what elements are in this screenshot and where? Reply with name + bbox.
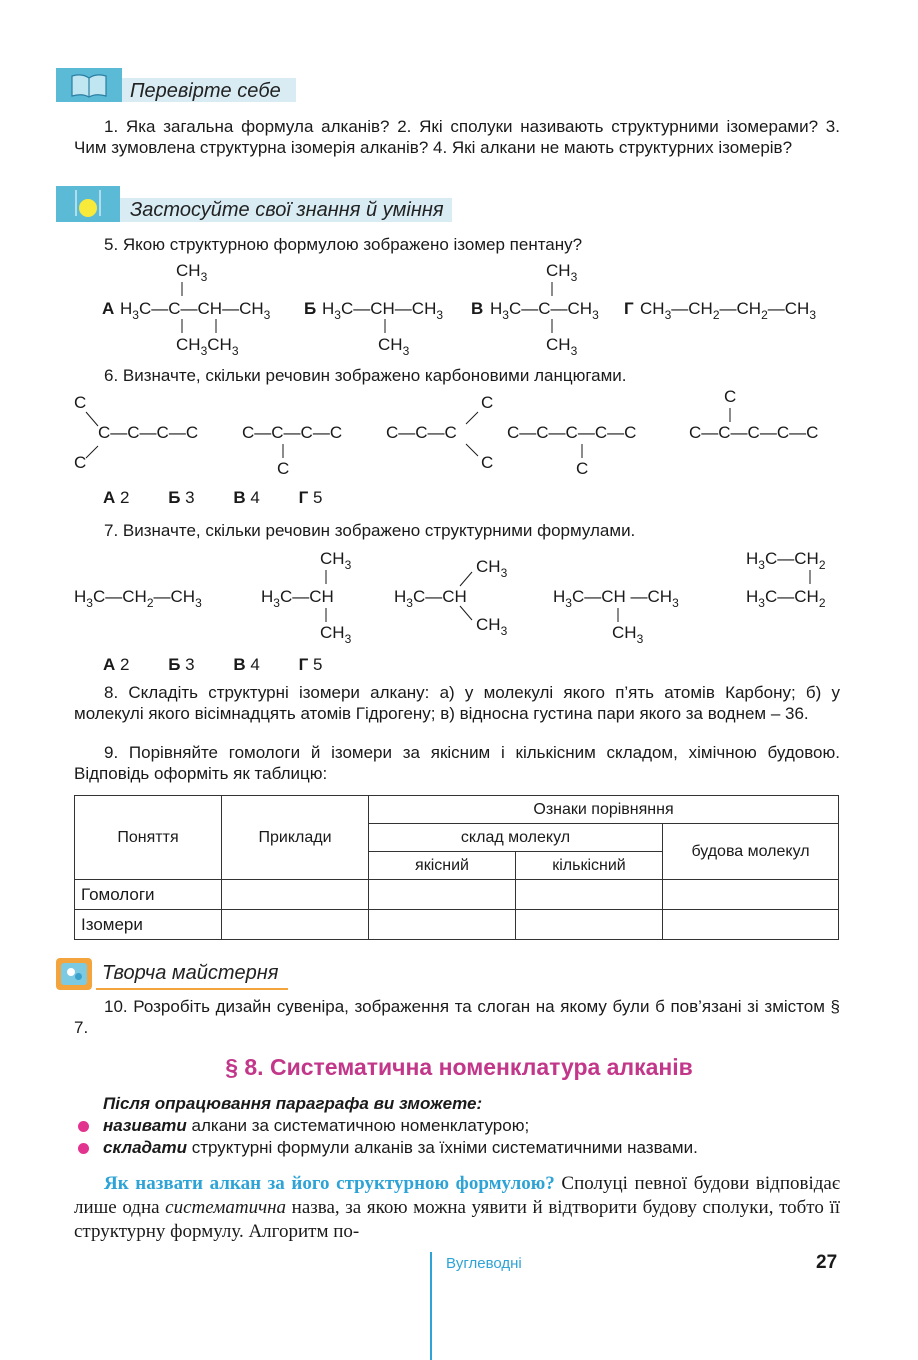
check-questions: 1. Яка загальна формула алканів? 2. Які сполуки називають структурними ізомерами? 3. Чим зумовлена структурна ізомерія алканів? 4. Які алкани не мають структурних ізомерів? <box>74 117 840 157</box>
goal-bullet <box>78 1143 89 1154</box>
svg-text:H3C—CH: $H_3C—CH$ <box>261 587 334 610</box>
q5-letter-g: Г <box>624 299 634 318</box>
svg-text:CH3: $CH_3$ <box>476 557 508 580</box>
th-quantitative: кількісний <box>516 852 663 880</box>
svg-text:CH3: $CH_3$ <box>378 335 410 358</box>
apply-section-icon <box>56 186 120 222</box>
th-qualitative: якісний <box>369 852 516 880</box>
svg-text:CH3: $CH_3$ <box>320 623 352 646</box>
svg-text:C: C <box>277 459 290 478</box>
svg-text:H3C—CH —CH3: $H_3C—CH$ $—CH_3$ <box>553 587 679 610</box>
svg-text:C: C <box>74 453 87 472</box>
question-9: 9. Порівняйте гомологи й ізомери за якісним і кількісним складом, хімічною будовою. Відповідь оформіть як таблицю: <box>74 743 840 783</box>
check-section-title: Перевірте себе <box>130 80 281 102</box>
q7-formulas <box>0 542 918 650</box>
question-10: 10. Розробіть дизайн сувеніра, зображення та слоган на якому були б пов’язані зі змістом § 7. <box>74 997 840 1037</box>
creative-section-title: Творча майстерня <box>102 962 279 984</box>
svg-text:C: C <box>74 393 87 412</box>
th-composition: склад молекул <box>369 824 663 852</box>
row-homologs: Гомологи <box>75 880 222 910</box>
svg-text:C—C—C: C—C—C <box>386 423 457 442</box>
body-paragraph: Як назвати алкан за його структурною формулою? Сполуці певної будови відповідає лише одна систематична назва, за якою можна уявити й відтворити будову сполуки, тобто її структурну формулу. Алгоритм по- <box>74 1173 841 1242</box>
svg-text:CH3—CH2—CH2—CH3: $CH_3—CH_2—CH_2—CH_3$ <box>640 299 816 322</box>
goal-2: складати структурні формули алканів за їхніми систематичними назвами. <box>103 1138 698 1157</box>
footer-section: Вуглеводні <box>446 1255 522 1272</box>
check-section-icon <box>56 68 122 102</box>
comparison-table <box>74 795 839 940</box>
q5-letter-b: Б <box>304 299 317 318</box>
svg-text:H3C—CH2: $H_3C—CH_2$ <box>746 587 826 610</box>
question-7: 7. Визначте, скільки речовин зображено структурними формулами. <box>104 521 636 540</box>
th-structure: будова молекул <box>663 824 839 880</box>
question-5: 5. Якою структурною формулою зображено ізомер пентану? <box>104 235 583 254</box>
goals-intro: Після опрацювання параграфа ви зможете: <box>103 1094 483 1113</box>
svg-text:C—C—C—C—C: C—C—C—C—C <box>507 423 637 442</box>
svg-text:C—C—C—C: C—C—C—C <box>242 423 343 442</box>
q5-letter-v: В <box>471 299 484 318</box>
svg-text:CH3CH3: $CH_3CH_3$ <box>176 335 239 358</box>
th-concept: Поняття <box>75 796 222 880</box>
svg-text:C: C <box>481 393 494 412</box>
svg-text:H3C—C—CH3: $H_3C—C—CH_3$ <box>490 299 599 322</box>
q6-answers: А 2 Б 3 В 4 Г 5 <box>103 488 323 507</box>
th-examples: Приклади <box>222 796 369 880</box>
row-isomers: Ізомери <box>75 910 222 940</box>
svg-text:C: C <box>481 453 494 472</box>
svg-text:H3C—CH2: $H_3C—CH_2$ <box>746 549 826 572</box>
svg-text:CH3: $CH_3$ <box>320 549 352 572</box>
q5-a-formula: $H_3C—C—CH—CH_3$ <box>120 299 271 322</box>
q5-letter-a: А <box>102 299 115 318</box>
footer-divider <box>430 1252 432 1360</box>
page-number: 27 <box>816 1252 838 1273</box>
q6-carbon-chains <box>0 388 918 483</box>
creative-section-icon <box>56 958 92 990</box>
svg-text:CH3: $CH_3$ <box>546 335 578 358</box>
svg-text:CH3: $CH_3$ <box>546 261 578 284</box>
svg-text:C—C—C—C—C: C—C—C—C—C <box>689 423 819 442</box>
th-signs: Ознаки порівняння <box>369 796 839 824</box>
svg-text:H3C—CH2—CH3: $H_3C—CH_2—CH_3$ <box>74 587 202 610</box>
svg-text:C—C—C—C: C—C—C—C <box>98 423 199 442</box>
paragraph-heading: § 8. Систематична номенклатура алканів <box>225 1054 693 1080</box>
svg-text:C: C <box>576 459 589 478</box>
svg-text:CH3: $CH_3$ <box>612 623 644 646</box>
svg-text:H3C—CH: $H_3C—CH$ <box>394 587 467 610</box>
q7-answers: А 2 Б 3 В 4 Г 5 <box>103 655 323 674</box>
goal-1: називати алкани за систематичною номенклатурою; <box>103 1116 530 1135</box>
svg-text:CH3: $CH_3$ <box>176 261 208 284</box>
apply-section-title: Застосуйте свої знання й уміння <box>130 199 444 221</box>
question-8: 8. Складіть структурні ізомери алкану: а) у молекулі якого п’ять атомів Карбону; б) у молекулі якого вісімнадцять атомів Гідрогену; в) відносна густина пари якого за воднем – 36. <box>74 683 840 723</box>
question-6: 6. Визначте, скільки речовин зображено карбоновими ланцюгами. <box>104 366 627 385</box>
svg-text:C: C <box>724 388 737 406</box>
svg-text:H3C—CH—CH3: $H_3C—CH—CH_3$ <box>322 299 444 322</box>
goal-bullet <box>78 1121 89 1132</box>
q5-formulas <box>0 252 918 362</box>
svg-text:CH3: $CH_3$ <box>476 615 508 638</box>
